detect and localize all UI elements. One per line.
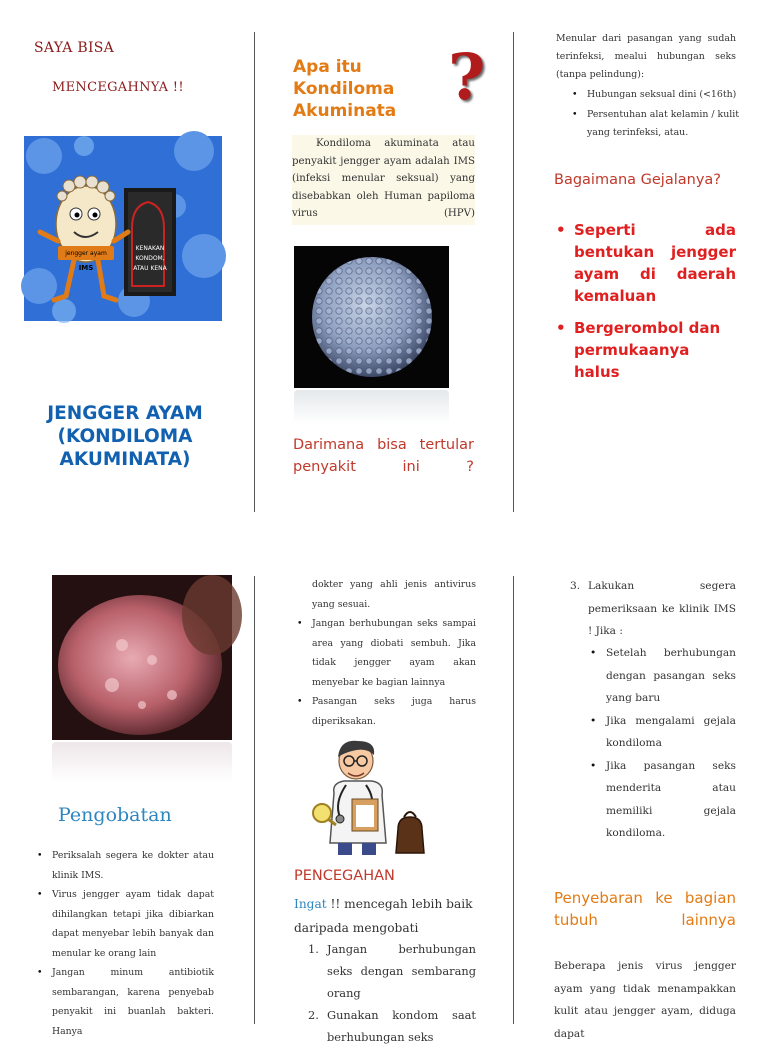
symptom-photo-reflection [52, 742, 232, 782]
poster-egg-label: jengger ayam [65, 250, 107, 257]
spread-paragraph: Beberapa jenis virus jengger ayam yang tidak menampakkan kulit atau jengger ayam, diduga dapat [554, 960, 736, 1040]
step-number: 2. [308, 1008, 319, 1022]
hpv-virus-art [294, 246, 449, 388]
cover-title-line2: MENCEGAHNYA !! [52, 80, 184, 95]
divider-top-left [254, 32, 255, 512]
poster-sign-top: KENAKAN [135, 245, 165, 252]
list-item [308, 1004, 476, 1048]
list-item: • Periksalah segera ke dokter atau klinik IMS. [36, 846, 214, 885]
spread-heading: Penyebaran ke bagian tubuh lainnya [554, 889, 736, 929]
treatment-list-continued [296, 614, 476, 731]
poster-sign-mid: KONDOM, [135, 255, 165, 262]
treatment-continued: dokter yang ahli jenis antivirus yang sesuai. [312, 579, 476, 610]
symptoms-heading: Bagaimana Gejalanya? [554, 172, 721, 188]
transmission-question: Darimana bisa tertular penyakit ini ? [293, 437, 474, 475]
symptoms-list [556, 219, 736, 393]
cover-title-line1: SAYA BISA [34, 40, 115, 56]
list-item: • Virus jengger ayam tidak dapat dihilangkan tetapi jika dibiarkan dapat menyebar lebih banyak dan menular ke orang lain [36, 885, 214, 963]
step-number: 3. [570, 580, 581, 592]
step-text: Lakukan segera pemeriksaan ke klinik IMS ! Jika : [588, 580, 736, 637]
hpv-virus-image [294, 246, 449, 388]
divider-bottom-right [513, 576, 514, 1024]
step-text: Jangan berhubungan seks dengan sembarang orang [327, 942, 476, 1000]
treatment-heading: Pengobatan [58, 804, 172, 826]
list-item: • Jangan berhubungan seks sampai area yang diobati sembuh. Jika tidak jengger ayam akan menyebar ke bagian lainnya [296, 614, 476, 692]
prevention-heading: PENCEGAHAN [294, 868, 395, 884]
symptom-photo-art [52, 575, 232, 740]
hpv-image-reflection [294, 390, 449, 424]
doctor-art [304, 733, 428, 859]
step-number: 1. [308, 942, 319, 956]
symptom-photo [52, 575, 232, 740]
list-item: • Persentuhan alat kelamin / kulit yang terinfeksi, atau. [572, 106, 740, 142]
list-item: • Hubungan seksual dini (<16th) [572, 86, 740, 104]
list-item: • Seperti ada bentukan jengger ayam di daerah kemaluan [556, 219, 736, 307]
prevention-step-3 [570, 575, 736, 643]
transmission-list [572, 86, 740, 144]
poster-sign-bottom: ATAU KENA [133, 265, 167, 272]
list-item: • Setelah berhubungan dengan pasangan seks yang baru [588, 642, 736, 710]
definition-paragraph: Kondiloma akuminata atau penyakit jengger ayam adalah IMS (infeksi menular seksual) yang disebabkan oleh Human papiloma virus (HPV) [292, 135, 475, 225]
cover-heading: JENGGER AYAM (KONDILOMA AKUMINATA) [47, 403, 203, 470]
campaign-poster-art [24, 136, 222, 321]
divider-top-right [513, 32, 514, 512]
list-item: • Jika mengalami gejala kondiloma [588, 710, 736, 755]
list-item: • Bergerombol dan permukaanya halus [556, 317, 736, 383]
what-is-heading: Apa itu Kondiloma Akuminata [293, 57, 397, 121]
prevention-reminder [294, 892, 478, 940]
list-item: • Pasangan seks juga harus diperiksakan. [296, 692, 476, 731]
checkup-conditions-list [588, 642, 736, 845]
doctor-illustration [304, 733, 428, 859]
divider-bottom-left [254, 576, 255, 1024]
reminder-keyword: Ingat [294, 897, 327, 911]
list-item [308, 938, 476, 1004]
reminder-text: !! mencegah lebih baik daripada mengobati [294, 897, 473, 935]
transmission-intro: Menular dari pasangan yang sudah terinfeksi, mealui hubungan seks (tanpa pelindung): [556, 33, 736, 80]
list-item: • Jangan minum antibiotik sembarangan, karena penyebab penyakit ini buanlah bakteri. Hanya [36, 963, 214, 1041]
prevention-steps [308, 938, 476, 1048]
poster-egg-sub: IMS [78, 264, 94, 272]
treatment-list [36, 846, 214, 1041]
list-item: • Jika pasangan seks menderita atau memiliki gejala kondiloma. [588, 755, 736, 845]
campaign-poster-image [24, 136, 222, 321]
step-text: Gunakan kondom saat berhubungan seks [327, 1008, 476, 1044]
question-mark-icon: ? [448, 40, 486, 115]
